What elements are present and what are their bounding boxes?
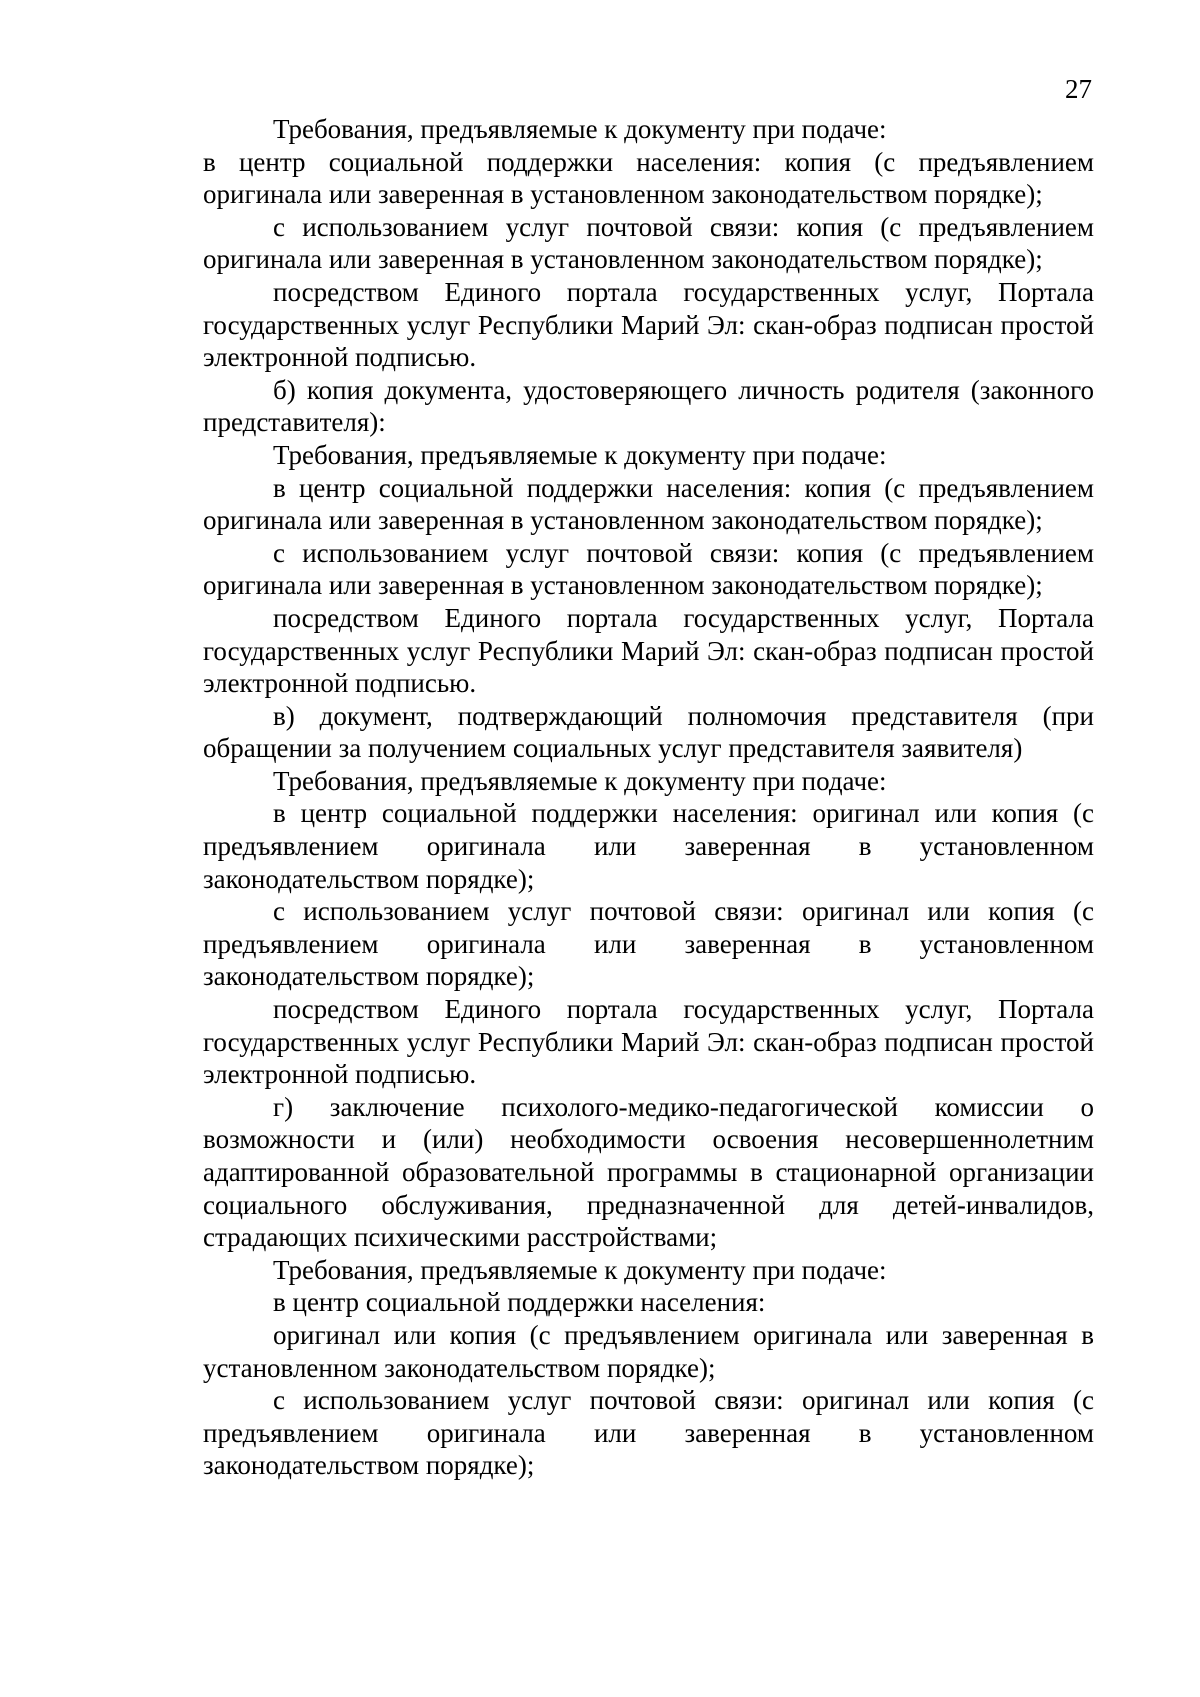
paragraph: в центр социальной поддержки населения: оригинал или копия (с предъявлением оригинала или заверенная в установленном законодательством порядке); <box>203 798 1094 894</box>
paragraph: Требования, предъявляемые к документу при подаче: <box>273 765 887 796</box>
page-number: 27 <box>1065 74 1092 104</box>
paragraph: г) заключение психолого-медико-педагогической комиссии о возможности и (или) необходимости освоения несовершеннолетним адаптированной образовательной программы в стационарной организации социального обслуживания, предназначенной для детей-инвалидов, страдающих психическими расстройствами; <box>203 1091 1094 1253</box>
document-body <box>203 113 1094 1482</box>
paragraph: с использованием услуг почтовой связи: копия (с предъявлением оригинала или заверенная в установленном законодательством порядке); <box>203 537 1094 601</box>
paragraph: оригинал или копия (с предъявлением оригинала или заверенная в установленном законодательством порядке); <box>203 1319 1094 1383</box>
paragraph: б) копия документа, удостоверяющего личность родителя (законного представителя): <box>203 374 1094 438</box>
paragraph: Требования, предъявляемые к документу при подаче: <box>273 439 887 470</box>
paragraph: с использованием услуг почтовой связи: оригинал или копия (с предъявлением оригинала или заверенная в установленном законодательством порядке); <box>203 896 1094 992</box>
paragraph: с использованием услуг почтовой связи: копия (с предъявлением оригинала или заверенная в установленном законодательством порядке); <box>203 211 1094 275</box>
paragraph: с использованием услуг почтовой связи: оригинал или копия (с предъявлением оригинала или заверенная в установленном законодательством порядке); <box>203 1385 1094 1481</box>
paragraph: в центр социальной поддержки населения: копия (с предъявлением оригинала или заверенная в установленном законодательством порядке); <box>203 472 1094 536</box>
paragraph: Требования, предъявляемые к документу при подаче: <box>273 114 887 144</box>
paragraph: посредством Единого портала государственных услуг, Портала государственных услуг Республики Марий Эл: скан-образ подписан простой электронной подписью. <box>203 602 1094 699</box>
paragraph: в центр социальной поддержки населения: копия (с предъявлением оригинала или заверенная в установленном законодательством порядке); <box>203 146 1094 210</box>
paragraph: в) документ, подтверждающий полномочия представителя (при обращении за получением социальных услуг представителя заявителя) <box>203 700 1094 764</box>
paragraph: посредством Единого портала государственных услуг, Портала государственных услуг Республики Марий Эл: скан-образ подписан простой электронной подписью. <box>203 994 1094 1090</box>
paragraph: посредством Единого портала государственных услуг, Портала государственных услуг Республики Марий Эл: скан-образ подписан простой электронной подписью. <box>203 276 1094 373</box>
paragraph: Требования, предъявляемые к документу при подаче: <box>273 1254 887 1285</box>
paragraph: в центр социальной поддержки населения: <box>273 1287 766 1318</box>
